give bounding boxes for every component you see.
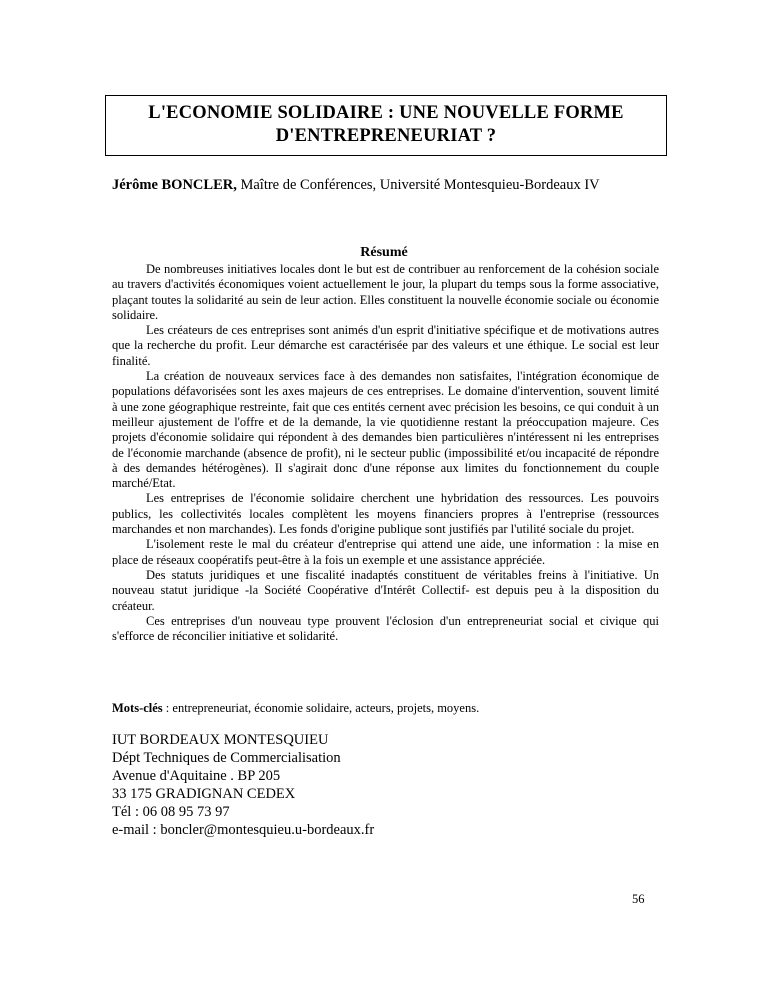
author-name: Jérôme BONCLER,: [112, 177, 237, 193]
address-line: Avenue d'Aquitaine . BP 205: [112, 768, 281, 784]
page-number: 56: [632, 892, 645, 906]
abstract-paragraph: Les créateurs de ces entreprises sont animés d'un esprit d'initiative spécifique et de motivations autres que la recherche du profit. Leur démarche est caractérisée par des valeurs et une éthique. Le social est leur finalité.: [112, 323, 659, 368]
title-line-1: L'ECONOMIE SOLIDAIRE : UNE NOUVELLE FORME: [148, 103, 624, 123]
abstract-heading: Résumé: [360, 245, 408, 260]
keywords-label: Mots-clés: [112, 701, 163, 715]
address-line: 33 175 GRADIGNAN CEDEX: [112, 786, 296, 802]
keywords-text: : entrepreneuriat, économie solidaire, acteurs, projets, moyens.: [162, 701, 480, 715]
title-line-2: D'ENTREPRENEURIAT ?: [275, 126, 497, 146]
address-line: IUT BORDEAUX MONTESQUIEU: [112, 732, 329, 748]
title-box: [105, 95, 667, 156]
address-phone: Tél : 06 08 95 73 97: [112, 804, 230, 820]
author-line: [112, 176, 600, 194]
abstract-paragraph: L'isolement reste le mal du créateur d'entreprise qui attend une aide, une information : la mise en place de réseaux coopératifs peut-être à la fois un exemple et une assistance appréciée.: [112, 537, 659, 567]
abstract-paragraph: De nombreuses initiatives locales dont le but est de contribuer au renforcement de la cohésion sociale au travers d'activités économiques voient actuellement le jour, la plupart du temps sous la forme associative, plaçant toutes la solidarité au sein de leur action. Elles constituent la nouvelle économie sociale ou économie solidaire.: [112, 262, 659, 322]
abstract-paragraph: Ces entreprises d'un nouveau type prouvent l'éclosion d'un entrepreneuriat social et civique qui s'efforce de réconcilier initiative et solidarité.: [112, 613, 659, 644]
keywords-line: [112, 701, 479, 716]
abstract-paragraph: Les entreprises de l'économie solidaire cherchent une hybridation des ressources. Les pouvoirs publics, les collectivités locales complètent les moyens financiers propres à l'entreprise (ressources marchandes et non marchandes). Les fonds d'origine publique sont justifiés par l'utilité sociale du projet.: [112, 491, 659, 537]
abstract-paragraph: Des statuts juridiques et une fiscalité inadaptés constituent de véritables freins à l'initiative. Un nouveau statut juridique -la Société Coopérative d'Intérêt Collectif- est depuis peu à la disposition du créateur.: [112, 567, 659, 613]
abstract-body: [112, 262, 659, 644]
address-email: e-mail : boncler@montesquieu.u-bordeaux.fr: [112, 822, 375, 838]
abstract-paragraph: La création de nouveaux services face à des demandes non satisfaites, l'intégration économique de populations défavorisées sont les axes majeurs de ces entreprises. Le domaine d'intervention, souvent limité à une zone géographique restreinte, fait que ces entités cernent avec précision les besoins, ce qui conduit à un meilleur ajustement de l'offre et de la demande, la vie quotidienne restant la préoccupation majeure. Ces projets d'économie solidaire qui répondent à des demandes bien particulières n'intéressent ni les entreprises de l'économie marchande (absence de profit), ni le secteur public (impossibilité et/ou incapacité de répondre à des demandes hétérogènes). Il s'agirait donc d'une réponse aux limites du fonctionnement du couple marché/Etat.: [112, 369, 660, 491]
author-affiliation: Maître de Conférences, Université Montesquieu-Bordeaux IV: [236, 177, 600, 193]
address-block: [112, 731, 374, 839]
address-line: Dépt Techniques de Commercialisation: [112, 750, 341, 766]
